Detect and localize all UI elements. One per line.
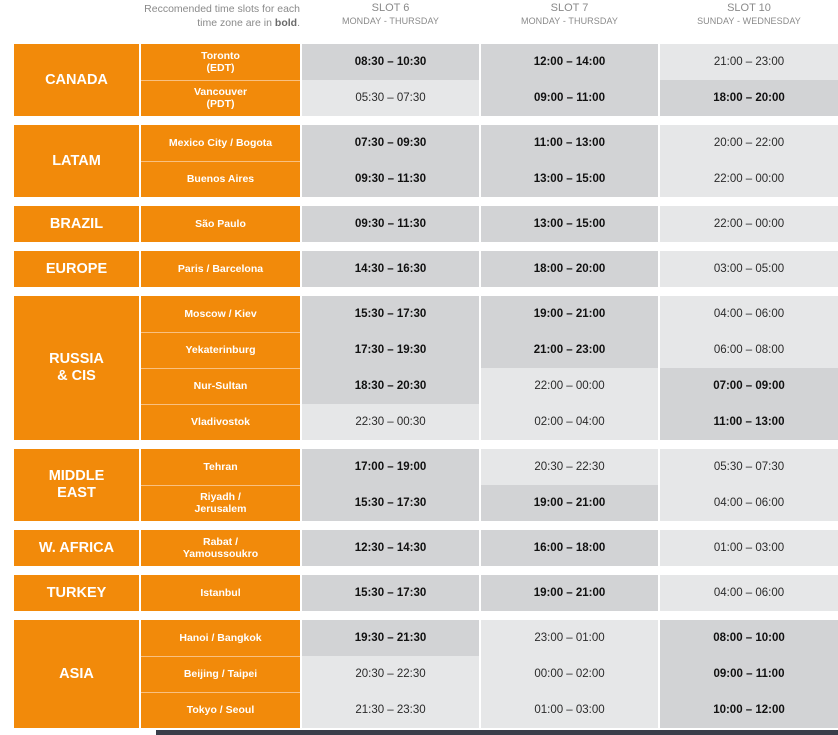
time-slot-cell-text: 13:00 – 15:00 [533,173,606,185]
time-slot-cell [302,44,479,80]
city-label [141,161,300,197]
time-slot-cell [302,656,479,692]
time-slot-cell [481,125,658,161]
city-label-text: Beijing / Taipei [183,668,258,680]
city-divider [141,368,300,369]
time-slot-cell-text: 12:00 – 14:00 [533,56,606,68]
time-slot-cell [660,332,838,368]
time-slot-cell-text: 18:00 – 20:00 [713,92,785,104]
time-slot-cell [660,368,838,404]
time-slot-cell [481,206,658,242]
time-slot-cell-text: 18:30 – 20:30 [354,380,427,392]
city-label-text: Vladivostok [191,416,250,428]
time-slot-cell [660,449,838,485]
time-slot-cell [481,296,658,332]
time-slot-cell [481,620,658,656]
time-slot-cell [481,485,658,521]
region-label [14,620,139,728]
time-slot-cell-text: 01:00 – 03:00 [713,542,785,554]
slot-header [481,2,658,28]
time-slot-cell-text: 20:30 – 22:30 [534,461,605,473]
city-label [141,332,300,368]
time-slot-cell [302,125,479,161]
region-label-text: LATAM [52,152,101,169]
time-slot-cell-text: 08:30 – 10:30 [354,56,427,68]
time-slot-cell [660,44,838,80]
time-slot-cell-text: 17:00 – 19:00 [354,461,427,473]
region-label-text: RUSSIA & CIS [49,351,104,384]
legend-note-suffix: . [297,17,300,29]
time-slot-cell-text: 09:30 – 11:30 [355,173,426,185]
time-slot-cell [660,80,838,116]
time-slot-cell-text: 15:30 – 17:30 [354,308,427,320]
city-label [141,485,300,521]
time-slot-cell-text: 04:00 – 06:00 [713,308,785,320]
time-slot-cell-text: 21:30 – 23:30 [355,704,426,716]
time-slot-cell [302,296,479,332]
slot-title: SLOT 6 [371,2,410,14]
time-slot-cell [481,692,658,728]
city-label-text: Nur-Sultan [193,380,248,392]
time-slot-cell [481,332,658,368]
city-label-text: Vancouver (PDT) [193,86,248,110]
time-slot-cell [302,368,479,404]
city-label-text: Buenos Aires [186,173,255,185]
time-slot-cell [302,620,479,656]
city-label [141,251,300,287]
city-label-text: Rabat / Yamoussoukro [182,536,259,560]
time-slot-cell [481,368,658,404]
time-slot-cell [481,80,658,116]
time-slot-cell [302,161,479,197]
time-slot-cell-text: 19:00 – 21:00 [533,308,606,320]
slot-header [660,2,838,28]
region-label-text: W. AFRICA [38,539,115,556]
time-slot-cell [481,404,658,440]
city-divider [141,656,300,657]
city-label [141,656,300,692]
time-slot-cell [660,251,838,287]
region-label-text: TURKEY [46,584,107,601]
city-label-text: Yekaterinburg [185,344,256,356]
time-slot-cell-text: 16:00 – 18:00 [533,542,606,554]
region-label [14,251,139,287]
time-slot-cell-text: 11:00 – 13:00 [713,416,785,428]
slot-title: SLOT 10 [727,2,771,14]
time-slot-cell [302,530,479,566]
time-slot-cell-text: 10:00 – 12:00 [713,704,785,716]
time-slot-cell [481,449,658,485]
time-slot-cell-text: 18:00 – 20:00 [533,263,606,275]
time-slot-cell [302,332,479,368]
region-label [14,206,139,242]
city-label [141,530,300,566]
city-label-text: Paris / Barcelona [177,263,264,275]
time-slot-cell-text: 09:00 – 11:00 [534,92,605,104]
time-slot-cell [660,620,838,656]
slot-days: SUNDAY - WEDNESDAY [697,16,801,26]
region-label-text: MIDDLE EAST [48,468,105,501]
city-label [141,620,300,656]
time-slot-cell-text: 09:30 – 11:30 [355,218,426,230]
bottom-bar [156,730,838,735]
slot-title: SLOT 7 [550,2,589,14]
slot-days: MONDAY - THURSDAY [341,16,440,26]
city-label-text: Tehran [203,461,238,473]
city-label [141,125,300,161]
city-label [141,80,300,116]
time-slot-cell-text: 09:00 – 11:00 [713,668,785,680]
region-label [14,530,139,566]
time-slot-cell-text: 15:30 – 17:30 [354,587,427,599]
time-slot-cell-text: 01:00 – 03:00 [534,704,605,716]
time-slot-cell-text: 02:00 – 04:00 [534,416,605,428]
time-slot-cell-text: 12:30 – 14:30 [354,542,427,554]
time-slot-cell [302,251,479,287]
time-slot-cell [302,80,479,116]
region-label [14,44,139,116]
time-slot-cell [302,449,479,485]
city-label-text: Toronto (EDT) [201,50,240,74]
time-slot-cell-text: 04:00 – 06:00 [713,587,785,599]
city-label [141,692,300,728]
city-label [141,368,300,404]
legend-note-bold: bold [274,17,298,29]
legend-note-text: Reccomended time slots for each time zone are in [144,3,300,29]
city-label [141,575,300,611]
time-slot-cell-text: 23:00 – 01:00 [534,632,605,644]
city-divider [141,332,300,333]
city-label [141,449,300,485]
slot-days: MONDAY - THURSDAY [520,16,619,26]
time-slot-cell-text: 04:00 – 06:00 [713,497,785,509]
city-divider [141,404,300,405]
time-slot-cell [660,206,838,242]
region-label-text: CANADA [45,71,108,88]
time-slot-cell [660,161,838,197]
region-label [14,125,139,197]
time-slot-cell-text: 19:30 – 21:30 [354,632,427,644]
city-label-text: Moscow / Kiev [184,308,257,320]
city-label-text: Tokyo / Seoul [186,704,255,716]
legend-note [140,2,300,30]
time-slot-cell [660,656,838,692]
time-slot-cell-text: 22:00 – 00:00 [713,218,785,230]
region-label-text: ASIA [59,665,94,682]
time-slot-cell [302,206,479,242]
time-slot-cell [660,575,838,611]
time-slot-cell-text: 20:30 – 22:30 [355,668,426,680]
region-label [14,296,139,440]
city-divider [141,80,300,81]
slot-header [302,2,479,28]
time-slot-cell [481,575,658,611]
time-slot-cell-text: 20:00 – 22:00 [713,137,785,149]
time-slot-cell-text: 13:00 – 15:00 [533,218,606,230]
city-label-text: São Paulo [195,218,246,230]
city-divider [141,692,300,693]
time-slot-cell-text: 19:00 – 21:00 [533,587,606,599]
region-label [14,449,139,521]
time-slot-cell-text: 19:00 – 21:00 [533,497,606,509]
time-slot-cell-text: 07:30 – 09:30 [354,137,427,149]
time-slot-cell-text: 17:30 – 19:30 [354,344,427,356]
city-label-text: Hanoi / Bangkok [179,632,262,644]
time-slot-cell-text: 22:00 – 00:00 [534,380,605,392]
time-slot-cell-text: 14:30 – 16:30 [354,263,427,275]
time-slot-cell [302,485,479,521]
city-label [141,44,300,80]
city-label-text: Mexico City / Bogota [168,137,273,149]
time-slot-cell [660,125,838,161]
time-slot-cell-text: 08:00 – 10:00 [713,632,785,644]
region-label-text: BRAZIL [49,215,104,232]
city-label [141,206,300,242]
time-slot-cell [660,530,838,566]
time-slot-cell-text: 06:00 – 08:00 [713,344,785,356]
time-slot-cell [481,251,658,287]
time-slot-cell [302,692,479,728]
city-label [141,404,300,440]
region-label [14,575,139,611]
time-slot-cell-text: 15:30 – 17:30 [354,497,427,509]
time-slot-cell [660,296,838,332]
time-slot-cell [660,692,838,728]
time-slot-cell-text: 11:00 – 13:00 [534,137,605,149]
time-slot-cell [481,161,658,197]
time-slot-cell [302,404,479,440]
city-label-text: Riyadh / Jerusalem [194,491,247,515]
city-label [141,296,300,332]
time-slot-cell-text: 07:00 – 09:00 [713,380,785,392]
time-slot-cell [660,404,838,440]
region-label-text: EUROPE [45,260,108,277]
time-slot-cell [481,656,658,692]
city-label-text: Istanbul [200,587,241,599]
time-slot-cell-text: 22:00 – 00:00 [713,173,785,185]
time-slot-cell-text: 05:30 – 07:30 [713,461,785,473]
time-slot-cell-text: 00:00 – 02:00 [534,668,605,680]
time-slot-cell-text: 21:00 – 23:00 [713,56,785,68]
time-slot-cell [302,575,479,611]
time-slot-cell-text: 05:30 – 07:30 [355,92,426,104]
city-divider [141,161,300,162]
time-slot-cell-text: 03:00 – 05:00 [713,263,785,275]
time-slot-cell-text: 22:30 – 00:30 [355,416,426,428]
time-slot-cell-text: 21:00 – 23:00 [533,344,606,356]
city-divider [141,485,300,486]
time-slot-cell [481,44,658,80]
time-slot-cell [660,485,838,521]
time-slot-cell [481,530,658,566]
